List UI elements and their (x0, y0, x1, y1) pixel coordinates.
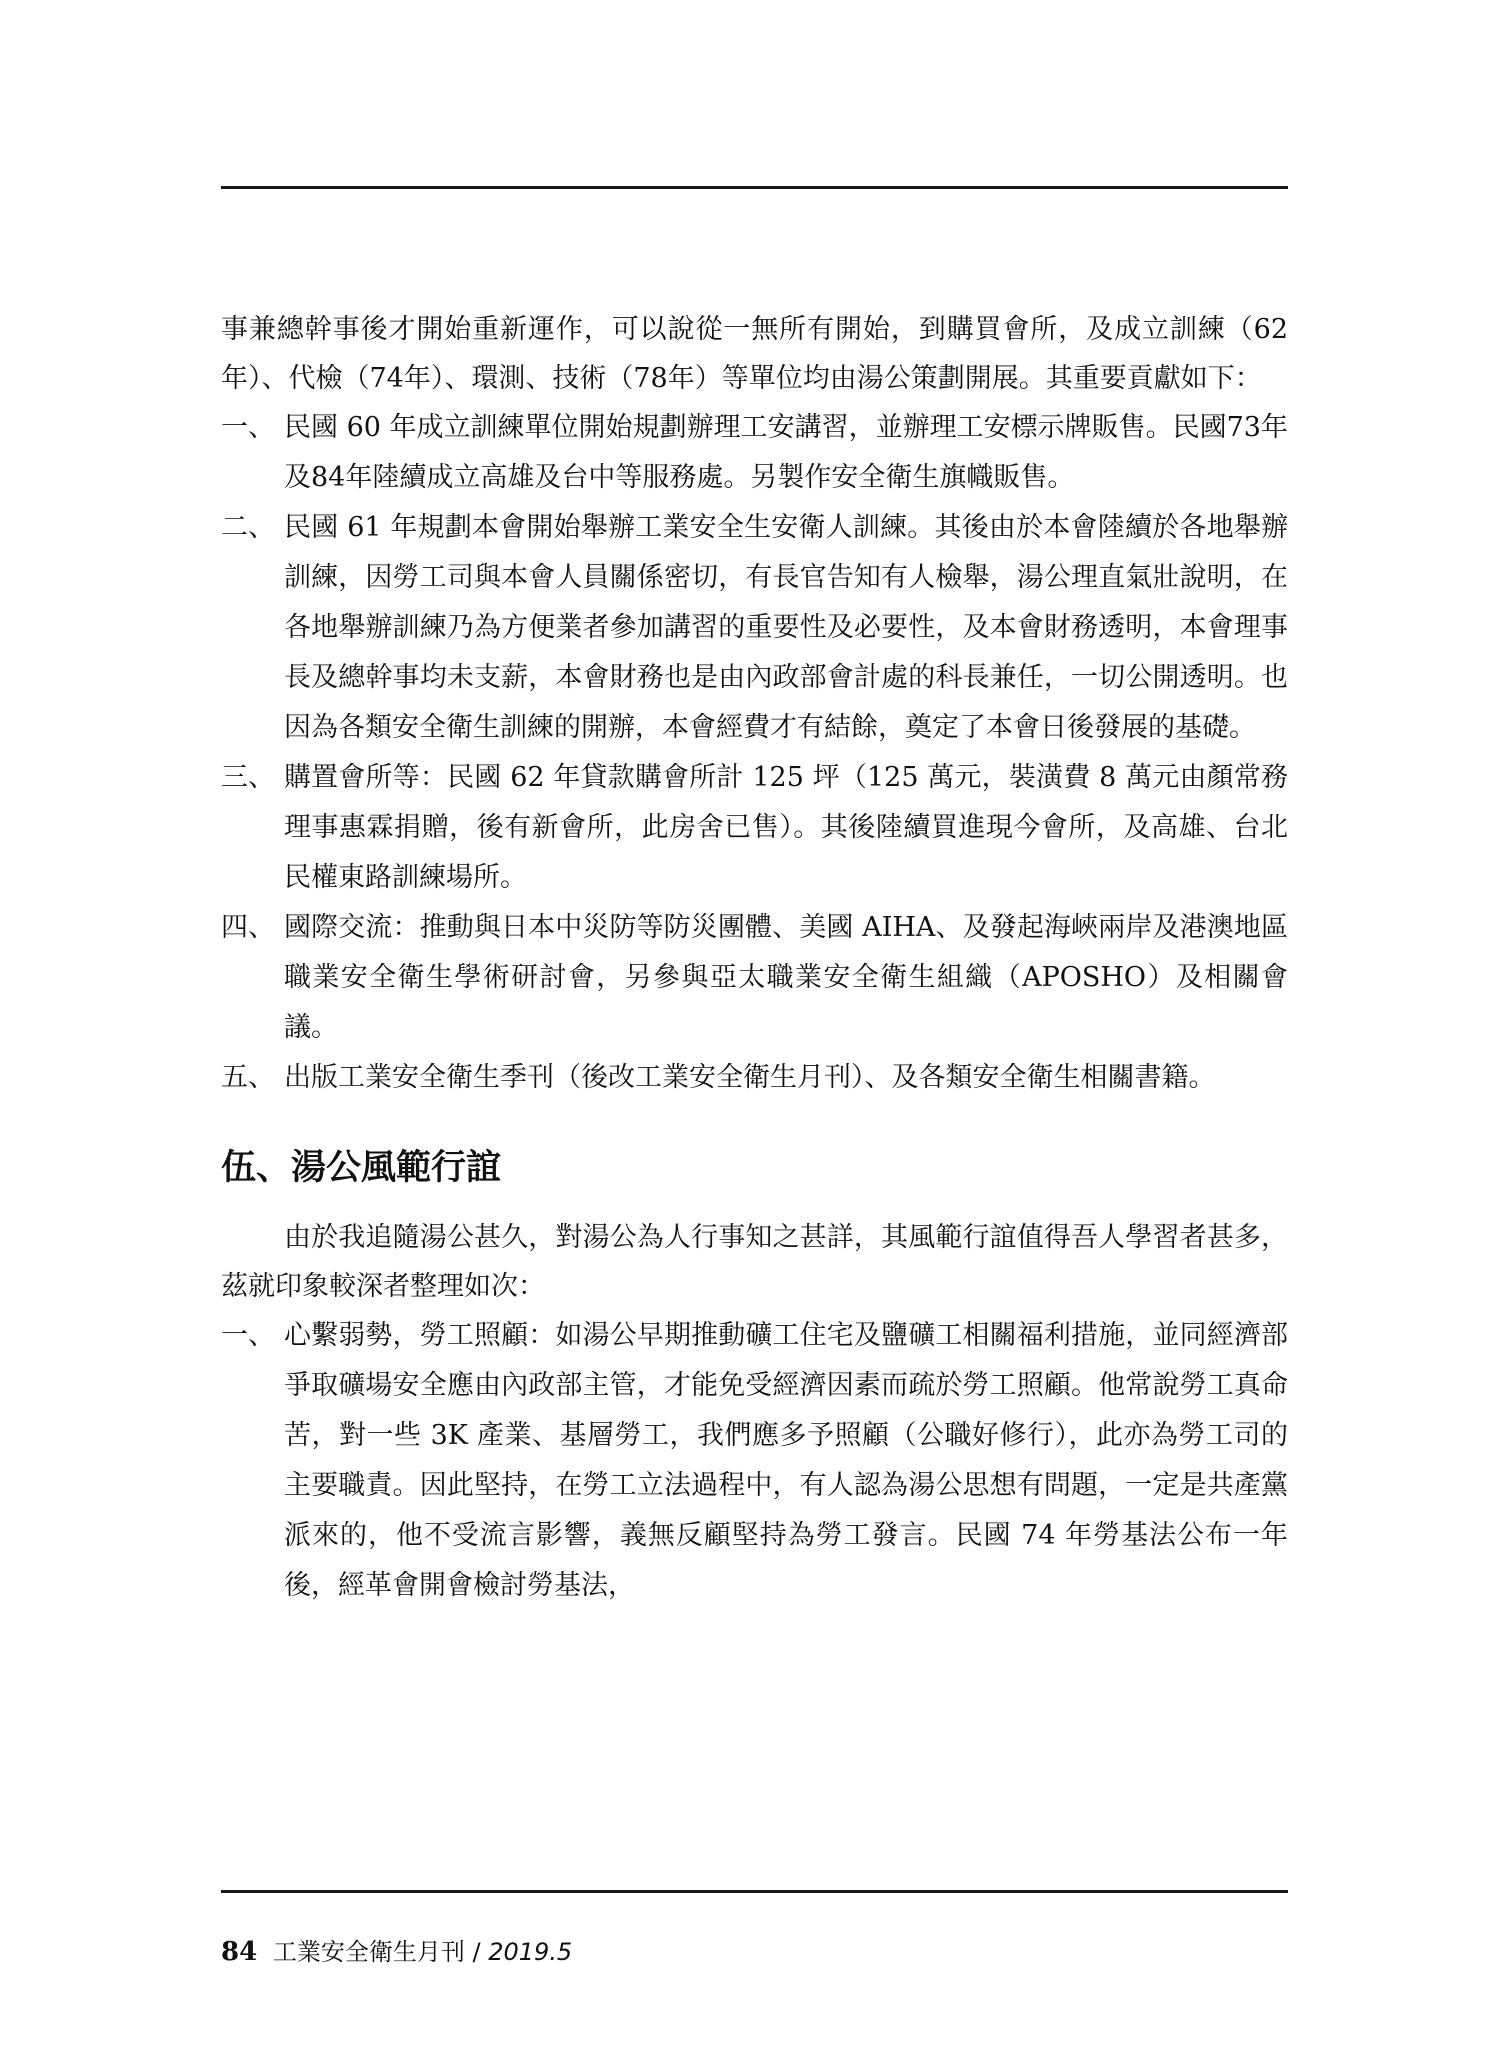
list-item-text: 購置會所等：民國 62 年貸款購會所計 125 坪（125 萬元，裝潢費 8 萬元由顏常務理事惠霖捐贈，後有新會所，此房舍已售）。其後陸續買進現今會所，及高雄、台北民權東路訓練場所。 (284, 762, 1288, 893)
list-item-number: 二、 (221, 512, 275, 543)
section-intro-paragraph: 由於我追隨湯公甚久，對湯公為人行事知之甚詳，其風範行誼值得吾人學習者甚多，茲就印象較深者整理如次： (221, 1222, 1288, 1302)
conduct-list (221, 1311, 1288, 1611)
issue-date: 2019.5 (488, 1938, 573, 1966)
list-item (221, 753, 1288, 903)
list-item-text: 民國 60 年成立訓練單位開始規劃辦理工安講習，並辦理工安標示牌販售。民國73年及84年陸續成立高雄及台中等服務處。另製作安全衛生旗幟販售。 (284, 412, 1288, 493)
list-item (221, 503, 1288, 753)
list-item-number: 五、 (221, 1062, 275, 1093)
list-item-number: 三、 (221, 762, 275, 793)
list-item (221, 1311, 1288, 1611)
list-item (221, 403, 1288, 503)
list-item-number: 一、 (221, 412, 275, 443)
article-body (221, 305, 1288, 1611)
list-item-text: 國際交流：推動與日本中災防等防災團體、美國 AIHA、及發起海峽兩岸及港澳地區職業安全衛生學術研討會，另參與亞太職業安全衛生組織（APOSHO）及相關會議。 (284, 912, 1288, 1043)
section-heading: 伍、湯公風範行誼 (221, 1148, 502, 1188)
page-footer (221, 1932, 572, 1967)
list-item-number: 一、 (221, 1320, 275, 1351)
list-item-text: 民國 61 年規劃本會開始舉辦工業安全生安衛人訓練。其後由於本會陸續於各地舉辦訓練，因勞工司與本會人員關係密切，有長官告知有人檢舉，湯公理直氣壯說明，在各地舉辦訓練乃為方便業者參加講習的重要性及必要性，及本會財務透明，本會理事長及總幹事均未支薪，本會財務也是由內政部會計處的科長兼任，一切公開透明。也因為各類安全衛生訓練的開辦，本會經費才有結餘，奠定了本會日後發展的基礎。 (284, 512, 1288, 743)
page-number: 84 (221, 1937, 258, 1967)
header-rule (221, 186, 1288, 189)
list-item-number: 四、 (221, 912, 275, 943)
intro-paragraph: 事兼總幹事後才開始重新運作，可以說從一無所有開始，到購買會所，及成立訓練（62年）、代檢（74年）、環測、技術（78年）等單位均由湯公策劃開展。其重要貢獻如下： (221, 314, 1288, 394)
footer-rule (221, 1890, 1288, 1893)
journal-title: 工業安全衛生月刊 / (272, 1938, 481, 1966)
list-item (221, 903, 1288, 1053)
list-item (221, 1053, 1288, 1103)
list-item-text: 出版工業安全衛生季刊（後改工業安全衛生月刊）、及各類安全衛生相關書籍。 (284, 1062, 1216, 1093)
contributions-list (221, 403, 1288, 1103)
list-item-text: 心繫弱勢，勞工照顧：如湯公早期推動礦工住宅及鹽礦工相關福利措施，並同經濟部爭取礦場安全應由內政部主管，才能免受經濟因素而疏於勞工照顧。他常說勞工真命苦，對一些 3K 產業、基層勞工，我們應多予照顧（公職好修行），此亦為勞工司的主要職責。因此堅持，在勞工立法過程中，有人認為湯公思想有問題，一定是共產黨派來的，他不受流言影響，義無反顧堅持為勞工發言。民國 74 年勞基法公布一年後，經革會開會檢討勞基法， (284, 1320, 1288, 1601)
